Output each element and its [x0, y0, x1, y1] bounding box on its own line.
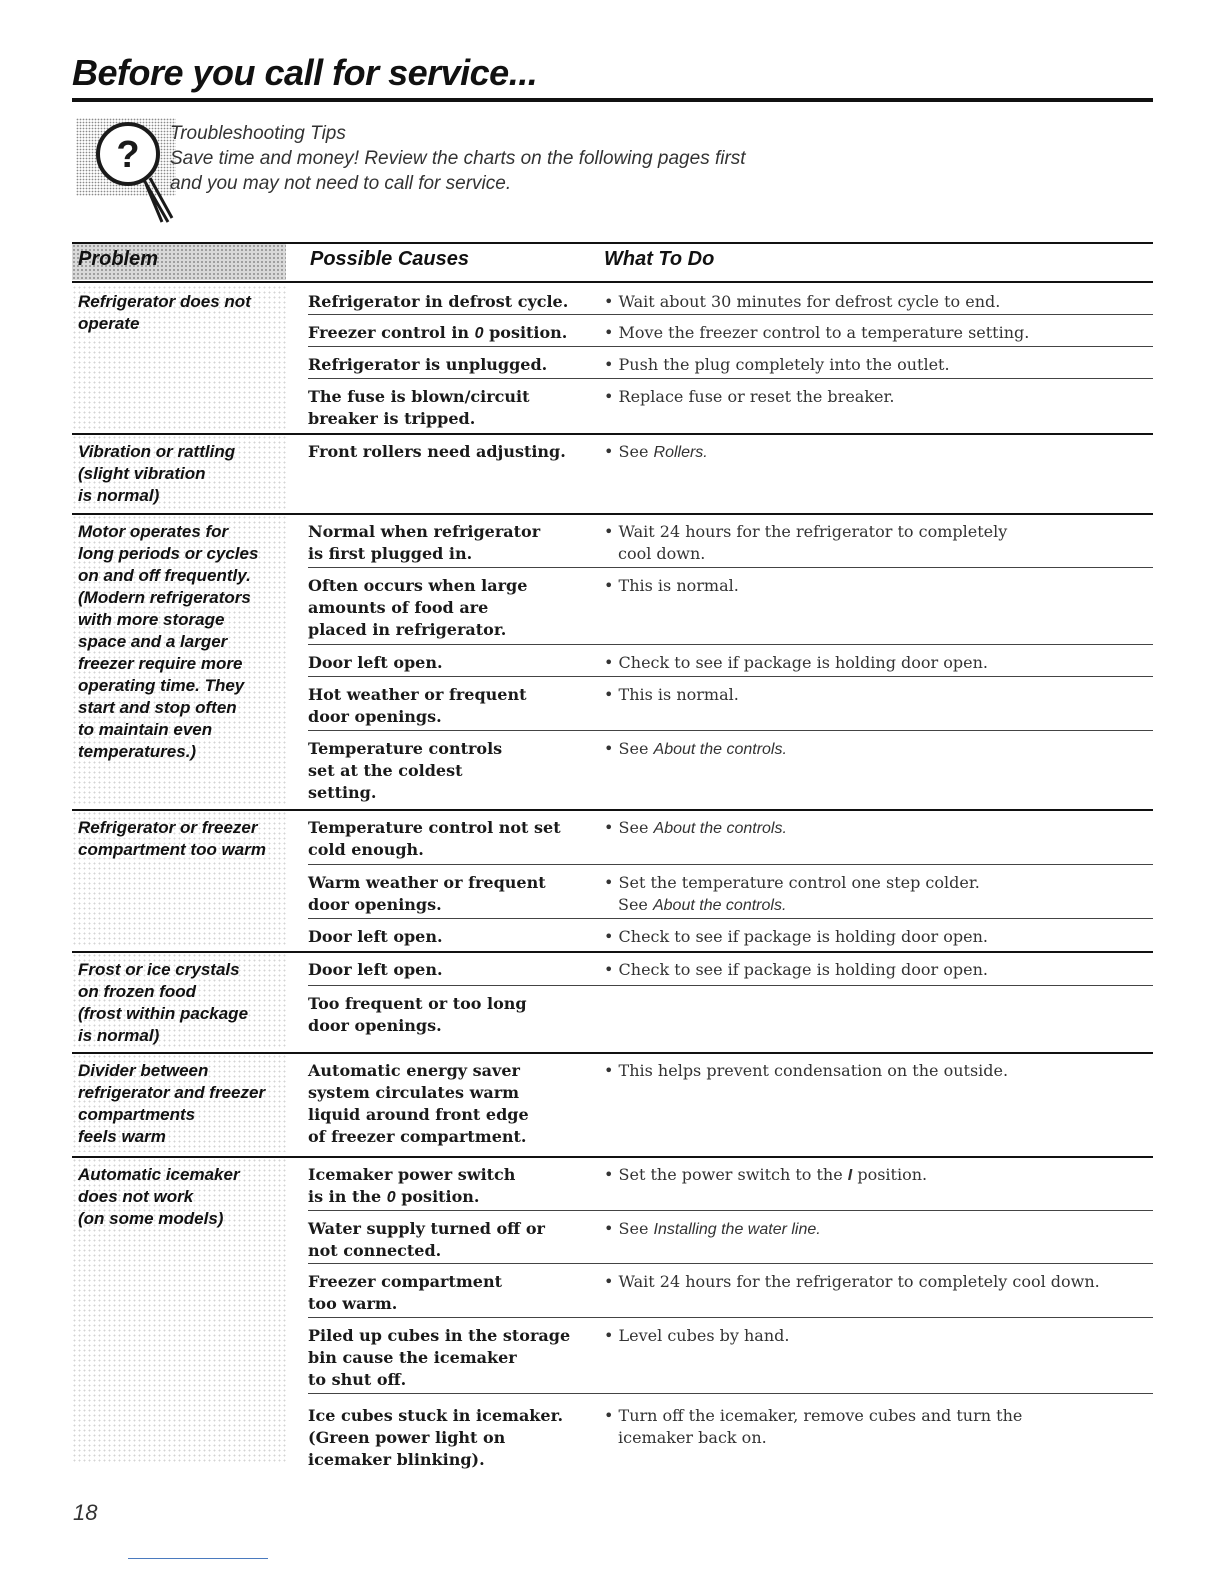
problem-cell [72, 1054, 286, 1152]
todo-cell: • Replace fuse or reset the breaker. [604, 387, 895, 406]
problem-line: (slight vibration [78, 464, 206, 483]
cause-cell: Hot weather or frequent door openings. [308, 685, 527, 726]
todo-cell: • This is normal. [604, 576, 739, 595]
problem-line: is normal) [78, 486, 160, 505]
todo-cell: • Wait 24 hours for the refrigerator to completely cool down. [604, 522, 1008, 563]
table-row [308, 433, 1153, 511]
problem-line: space and a larger [78, 632, 228, 651]
table-row [308, 283, 1153, 314]
todo-cell: • Turn off the icemaker, remove cubes and turn the icemaker back on. [604, 1406, 1023, 1447]
troubleshooting-tips [170, 121, 746, 196]
problem-line: (frost within package [78, 1004, 249, 1023]
table-row [308, 951, 1153, 985]
table-row [308, 918, 1153, 951]
todo-cell: • Wait about 30 minutes for defrost cycle to end. [604, 292, 1001, 311]
cause-cell: Piled up cubes in the storage bin cause the icemaker to shut off. [308, 1326, 571, 1389]
cause-cell: Door left open. [308, 927, 443, 946]
problem-line: (on some models) [78, 1209, 224, 1228]
table-row [308, 1317, 1153, 1393]
problem-line: Vibration or rattling [78, 442, 236, 461]
cause-cell: Freezer compartment too warm. [308, 1272, 502, 1313]
table-row [308, 1052, 1153, 1156]
cause-cell: Door left open. [308, 653, 443, 672]
table-row [308, 1156, 1153, 1210]
problem-cell [72, 811, 286, 947]
problem-line: compartment too warm [78, 840, 266, 859]
cause-cell: Often occurs when large amounts of food are placed in refrigerator. [308, 576, 528, 639]
magnifier-question-icon [76, 118, 176, 228]
cause-cell: Temperature controls set at the coldest setting. [308, 739, 503, 802]
todo-cell: • This helps prevent condensation on the outside. [604, 1061, 1009, 1080]
problem-line: Refrigerator does not [78, 292, 251, 311]
todo-header: What To Do [604, 248, 715, 270]
problem-group [72, 1156, 1153, 1474]
todo-cell: • See Rollers. [604, 442, 708, 461]
tips-heading: Troubleshooting Tips [170, 123, 346, 144]
problem-line: Frost or ice crystals [78, 960, 240, 979]
problem-text [78, 959, 278, 1047]
problem-line: long periods or cycles [78, 544, 259, 563]
todo-cell: • Wait 24 hours for the refrigerator to completely cool down. [604, 1272, 1100, 1291]
problem-line: compartments [78, 1105, 196, 1124]
cause-cell: Freezer control in 0 position. [308, 323, 568, 342]
table-row [308, 346, 1153, 378]
problem-line: feels warm [78, 1127, 166, 1146]
problem-line: temperatures.) [78, 742, 197, 761]
title-rule [72, 98, 1153, 102]
table-row [308, 1393, 1153, 1474]
problem-text [78, 521, 278, 763]
table-row [308, 1210, 1153, 1263]
problem-group [72, 283, 1153, 435]
problem-line: refrigerator and freezer [78, 1083, 266, 1102]
table-row [308, 809, 1153, 864]
cause-cell: Refrigerator is unplugged. [308, 355, 548, 374]
cause-cell: Normal when refrigerator is first plugged in. [308, 522, 541, 563]
todo-cell: • Level cubes by hand. [604, 1326, 790, 1345]
table-row [308, 864, 1153, 918]
problem-line: Automatic icemaker [78, 1165, 240, 1184]
table-row [308, 513, 1153, 567]
todo-cell: • Push the plug completely into the outlet. [604, 355, 950, 374]
cause-cell: Door left open. [308, 960, 443, 979]
todo-cell: • This is normal. [604, 685, 739, 704]
problem-group [72, 809, 1153, 951]
page-title: Before you call for service... [72, 52, 538, 93]
cause-cell: The fuse is blown/circuit breaker is tripped. [308, 387, 530, 428]
question-glyph: ? [116, 134, 140, 176]
problem-line: operate [78, 314, 140, 333]
page-number: 18 [73, 1500, 98, 1525]
table-row [308, 567, 1153, 644]
problem-cell [72, 515, 286, 805]
problem-line: Motor operates for [78, 522, 229, 541]
problem-cell [72, 953, 286, 1048]
tips-line-2: Save time and money! Review the charts on the following pages first [170, 148, 746, 169]
problem-cell [72, 1158, 286, 1464]
problem-group [72, 951, 1153, 1052]
problem-text [78, 817, 278, 861]
table-row [308, 676, 1153, 730]
problem-line: on frozen food [78, 982, 197, 1001]
problem-group [72, 513, 1153, 809]
problem-line: on and off frequently. [78, 566, 251, 585]
todo-cell: • Check to see if package is holding door open. [604, 653, 989, 672]
problem-line: is normal) [78, 1026, 160, 1045]
problem-line: to maintain even [78, 720, 213, 739]
cause-cell: Icemaker power switch is in the 0 position. [308, 1165, 516, 1206]
table-row [308, 730, 1153, 809]
table-row [308, 644, 1153, 676]
problem-text [78, 1164, 278, 1230]
problem-text [78, 441, 278, 507]
problem-header: Problem [78, 248, 159, 270]
todo-cell: • See About the controls. [604, 739, 787, 758]
problem-cell [72, 285, 286, 431]
cause-cell: Temperature control not set cold enough. [308, 818, 561, 859]
problem-line: Divider between [78, 1061, 209, 1080]
causes-header: Possible Causes [310, 248, 469, 270]
todo-cell: • Move the freezer control to a temperature setting. [604, 323, 1030, 342]
todo-cell: • Set the temperature control one step colder. See About the controls. [604, 873, 980, 914]
problem-line: freezer require more [78, 654, 243, 673]
problem-line: start and stop often [78, 698, 237, 717]
problem-line: does not work [78, 1187, 194, 1206]
cause-cell: Refrigerator in defrost cycle. [308, 292, 569, 311]
problem-group [72, 433, 1153, 513]
cause-cell: Water supply turned off or not connected. [308, 1219, 545, 1260]
table-row [308, 314, 1153, 346]
problem-line: Refrigerator or freezer [78, 818, 258, 837]
problem-line: (Modern refrigerators [78, 588, 251, 607]
problem-text [78, 1060, 278, 1148]
todo-cell: • See Installing the water line. [604, 1219, 821, 1238]
tips-line-3: and you may not need to call for service. [170, 173, 512, 194]
table-row [308, 985, 1153, 1052]
todo-cell: • Set the power switch to the I position. [604, 1165, 928, 1184]
problem-line: with more storage [78, 610, 225, 629]
todo-cell: • See About the controls. [604, 818, 787, 837]
problem-cell [72, 435, 286, 509]
todo-cell: • Check to see if package is holding door open. [604, 960, 989, 979]
cause-cell: Too frequent or too long door openings. [308, 994, 527, 1035]
cause-cell: Warm weather or frequent door openings. [308, 873, 546, 914]
table-row [308, 1263, 1153, 1317]
problem-group [72, 1052, 1153, 1156]
problem-header-cell [72, 244, 286, 280]
cause-cell: Front rollers need adjusting. [308, 442, 566, 461]
problem-text [78, 291, 278, 335]
cause-cell: Automatic energy saver system circulates warm liquid around front edge of freezer compartment. [308, 1061, 529, 1146]
problem-line: operating time. They [78, 676, 245, 695]
footer-mark [128, 1558, 268, 1559]
table-row [308, 378, 1153, 435]
todo-cell: • Check to see if package is holding door open. [604, 927, 989, 946]
cause-cell: Ice cubes stuck in icemaker. (Green power light on icemaker blinking). [308, 1406, 564, 1469]
